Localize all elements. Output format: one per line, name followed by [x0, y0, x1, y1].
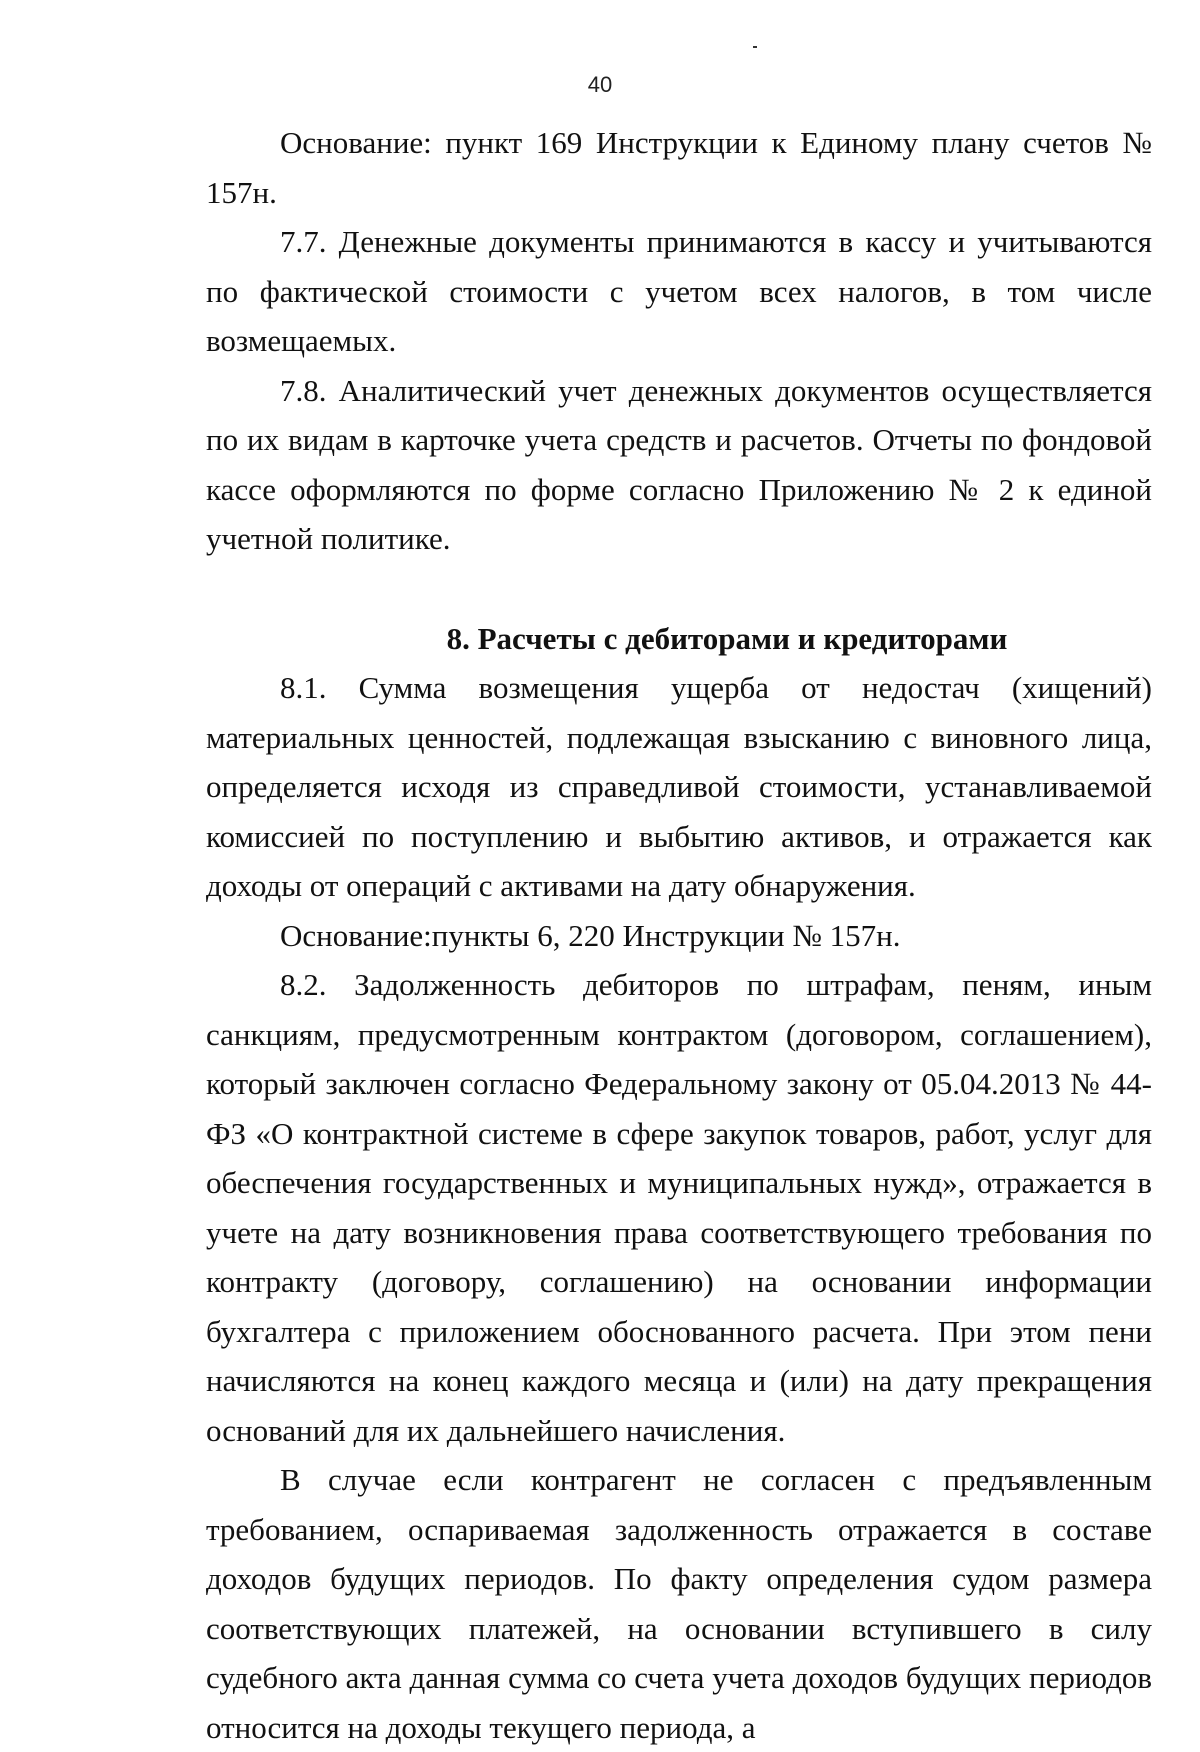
section-spacer	[206, 564, 1152, 614]
paragraph-8-2: 8.2. Задолженность дебиторов по штрафам, пеням, иным санкциям, предусмотренным контрактом (договором, соглашением), который заключен согласно Федеральному закону от 05.04.2013 № 44-ФЗ «О контрактной системе в сфере закупок товаров, работ, услуг для обеспечения государственных и муниципальных нужд», отражается в учете на дату возникновения права соответствующего требования по контракту (договору, соглашению) на основании информации бухгалтера с приложением обоснованного расчета. При этом пени начисляются на конец каждого месяца и (или) на дату прекращения оснований для их дальнейшего начисления.	[206, 967, 1152, 1448]
paragraph-8-1: 8.1. Сумма возмещения ущерба от недостач (хищений) материальных ценностей, подлежащая взысканию с виновного лица, определяется исходя из справедливой стоимости, устанавливаемой комиссией по поступлению и выбытию активов, и отражается как доходы от операций с активами на дату обнаружения.	[206, 670, 1152, 903]
paragraph-basis-169: Основание: пункт 169 Инструкции к Единому плану счетов № 157н.	[206, 125, 1152, 210]
page-number: 40	[587, 72, 613, 97]
paragraph-7-7: 7.7. Денежные документы принимаются в кассу и учитываются по фактической стоимости с учетом всех налогов, в том числе возмещаемых.	[206, 224, 1152, 358]
section-heading: 8. Расчеты с дебиторами и кредиторами	[446, 620, 1008, 656]
page-content	[206, 118, 1152, 1752]
paragraph-7-8: 7.8. Аналитический учет денежных документов осуществляется по их видам в карточке учета средств и расчетов. Отчеты по фондовой кассе оформляются по форме согласно Приложению № 2 к единой учетной политике.	[206, 372, 1152, 556]
paragraph-basis-157n: Основание:пункты 6, 220 Инструкции № 157н.	[280, 917, 901, 953]
paragraph-dispute: В случае если контрагент не согласен с предъявленным требованием, оспариваемая задолженность отражается в составе доходов будущих периодов. По факту определения судом размера соответствующих платежей, на основании вступившего в силу судебного акта данная сумма со счета учета доходов будущих периодов относится на доходы текущего периода, а	[206, 1462, 1152, 1745]
scan-speck	[753, 46, 757, 48]
